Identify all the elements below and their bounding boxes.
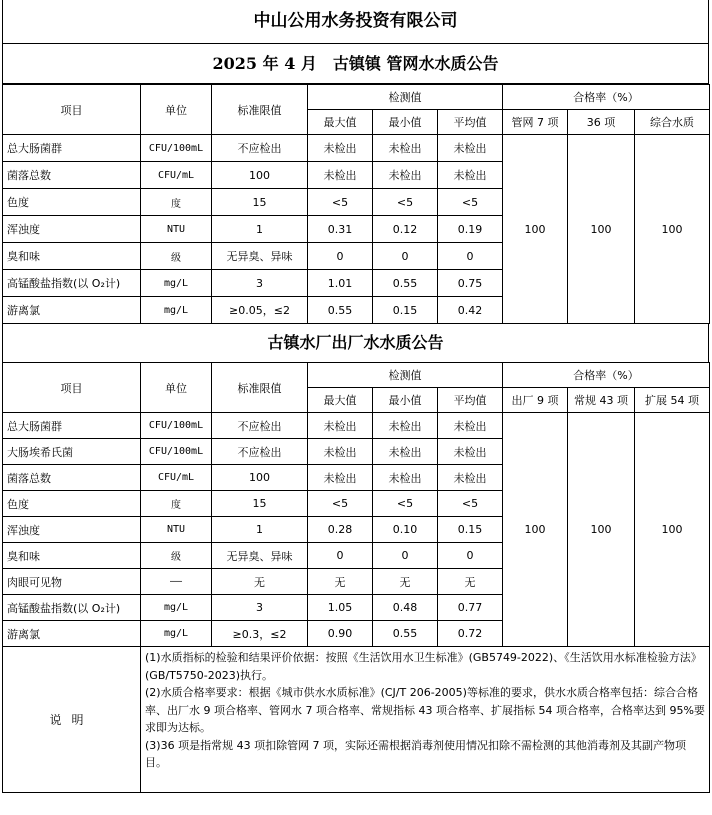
min-cell: 0.55	[373, 621, 438, 647]
limit-cell: 无	[212, 569, 308, 595]
avg-cell: 0.77	[438, 595, 503, 621]
header-max: 最大值	[308, 110, 373, 135]
avg-cell: 0.75	[438, 270, 503, 297]
min-cell: 0.15	[373, 297, 438, 324]
header-avg: 平均值	[438, 388, 503, 413]
limit-cell: 100	[212, 465, 308, 491]
section2-title: 古镇水厂出厂水水质公告	[267, 333, 444, 352]
item-cell: 浑浊度	[3, 517, 141, 543]
water-quality-notice	[2, 0, 709, 793]
avg-cell: 0.42	[438, 297, 503, 324]
pass-rate-value: 100	[503, 135, 568, 324]
header-row	[3, 85, 710, 110]
unit-cell: NTU	[141, 216, 212, 243]
min-cell: 0	[373, 543, 438, 569]
note-line-3: (3)36 项是指常规 43 项扣除管网 7 项，实际还需根据消毒剂使用情况扣除不需检测的其他消毒剂及其副产物项目。	[145, 738, 687, 769]
max-cell: 未检出	[308, 162, 373, 189]
item-cell: 游离氯	[3, 621, 141, 647]
avg-cell: 未检出	[438, 162, 503, 189]
header-row	[3, 363, 710, 388]
limit-cell: 不应检出	[212, 439, 308, 465]
unit-cell: 度	[141, 189, 212, 216]
min-cell: 未检出	[373, 413, 438, 439]
limit-cell: 无异臭、异味	[212, 243, 308, 270]
limit-cell: 不应检出	[212, 135, 308, 162]
min-cell: 0	[373, 243, 438, 270]
notes-label-cell	[3, 647, 141, 793]
min-cell: 0.55	[373, 270, 438, 297]
header-max: 最大值	[308, 388, 373, 413]
limit-cell: 1	[212, 216, 308, 243]
limit-cell: 15	[212, 189, 308, 216]
header-frame	[2, 0, 709, 84]
header-item: 项目	[3, 85, 141, 135]
item-cell: 高锰酸盐指数(以 O₂计)	[3, 595, 141, 621]
unit-cell: 级	[141, 243, 212, 270]
max-cell: 未检出	[308, 465, 373, 491]
unit-cell: CFU/100mL	[141, 413, 212, 439]
min-cell: 未检出	[373, 465, 438, 491]
max-cell: 未检出	[308, 413, 373, 439]
item-cell: 色度	[3, 189, 141, 216]
rate-header: 管网 7 项	[503, 110, 568, 135]
header-limit: 标准限值	[212, 85, 308, 135]
max-cell: 1.05	[308, 595, 373, 621]
header-detect: 检测值	[308, 363, 503, 388]
min-cell: 0.10	[373, 517, 438, 543]
note-line-1: (1)水质指标的检验和结果评价依据：按照《生活饮用水卫生标准》(GB5749-2022)、《生活饮用水标准检验方法》(GB/T5750-2023)执行。	[145, 651, 702, 682]
max-cell: 1.01	[308, 270, 373, 297]
item-cell: 总大肠菌群	[3, 413, 141, 439]
header-detect: 检测值	[308, 85, 503, 110]
header-item: 项目	[3, 363, 141, 413]
item-cell: 色度	[3, 491, 141, 517]
unit-cell: mg/L	[141, 595, 212, 621]
max-cell: <5	[308, 189, 373, 216]
max-cell: <5	[308, 491, 373, 517]
avg-cell: 未检出	[438, 465, 503, 491]
avg-cell: <5	[438, 491, 503, 517]
limit-cell: 100	[212, 162, 308, 189]
pass-rate-value: 100	[635, 413, 710, 647]
pass-rate-value: 100	[503, 413, 568, 647]
min-cell: <5	[373, 189, 438, 216]
notes-body	[141, 647, 710, 793]
max-cell: 0.31	[308, 216, 373, 243]
rate-header: 扩展 54 项	[635, 388, 710, 413]
rate-header: 综合水质	[635, 110, 710, 135]
item-cell: 臭和味	[3, 243, 141, 270]
table-row	[3, 413, 710, 439]
report-title: 2025 年 4 月 古镇镇 管网水水质公告	[3, 44, 708, 84]
avg-cell: 0.72	[438, 621, 503, 647]
item-cell: 大肠埃希氏菌	[3, 439, 141, 465]
pass-rate-value: 100	[568, 135, 635, 324]
rate-header: 36 项	[568, 110, 635, 135]
item-cell: 游离氯	[3, 297, 141, 324]
avg-cell: 0	[438, 243, 503, 270]
avg-cell: 无	[438, 569, 503, 595]
avg-cell: 未检出	[438, 439, 503, 465]
limit-cell: 3	[212, 595, 308, 621]
rate-header: 出厂 9 项	[503, 388, 568, 413]
limit-cell: 无异臭、异味	[212, 543, 308, 569]
limit-cell: 15	[212, 491, 308, 517]
header-pass-rate: 合格率（%）	[503, 85, 710, 110]
pass-rate-value: 100	[635, 135, 710, 324]
max-cell: 0.28	[308, 517, 373, 543]
header-pass-rate: 合格率（%）	[503, 363, 710, 388]
unit-cell: CFU/100mL	[141, 439, 212, 465]
unit-cell: NTU	[141, 517, 212, 543]
unit-cell: ——	[141, 569, 212, 595]
pipe-network-table	[2, 84, 710, 324]
max-cell: 未检出	[308, 135, 373, 162]
header-min: 最小值	[373, 110, 438, 135]
limit-cell: ≥0.3，≤2	[212, 621, 308, 647]
unit-cell: mg/L	[141, 270, 212, 297]
note-line-2: (2)水质合格率要求：根据《城市供水水质标准》(CJ/T 206-2005)等标准的要求，供水水质合格率包括：综合合格率、出厂水 9 项合格率、管网水 7 项合格率、常规指标 43 项合格率、扩展指标 54 项合格率，合格率达到 95%要求即为达标。	[145, 686, 705, 734]
min-cell: 无	[373, 569, 438, 595]
unit-cell: 级	[141, 543, 212, 569]
avg-cell: 0.19	[438, 216, 503, 243]
header-min: 最小值	[373, 388, 438, 413]
max-cell: 未检出	[308, 439, 373, 465]
unit-cell: CFU/mL	[141, 162, 212, 189]
unit-cell: CFU/100mL	[141, 135, 212, 162]
unit-cell: CFU/mL	[141, 465, 212, 491]
item-cell: 菌落总数	[3, 162, 141, 189]
plant-outlet-table	[2, 362, 710, 793]
header-unit: 单位	[141, 85, 212, 135]
min-cell: 未检出	[373, 439, 438, 465]
item-cell: 浑浊度	[3, 216, 141, 243]
notes-section	[3, 647, 710, 793]
max-cell: 0	[308, 243, 373, 270]
max-cell: 0	[308, 543, 373, 569]
limit-cell: ≥0.05，≤2	[212, 297, 308, 324]
company-title: 中山公用水务投资有限公司	[3, 0, 708, 44]
limit-cell: 1	[212, 517, 308, 543]
limit-cell: 3	[212, 270, 308, 297]
max-cell: 0.55	[308, 297, 373, 324]
avg-cell: 0.15	[438, 517, 503, 543]
min-cell: 0.48	[373, 595, 438, 621]
table-row	[3, 135, 710, 162]
section2-frame	[2, 324, 709, 362]
min-cell: 0.12	[373, 216, 438, 243]
unit-cell: 度	[141, 491, 212, 517]
max-cell: 无	[308, 569, 373, 595]
avg-cell: 0	[438, 543, 503, 569]
rate-header: 常规 43 项	[568, 388, 635, 413]
avg-cell: 未检出	[438, 413, 503, 439]
min-cell: 未检出	[373, 135, 438, 162]
item-cell: 臭和味	[3, 543, 141, 569]
item-cell: 总大肠菌群	[3, 135, 141, 162]
limit-cell: 不应检出	[212, 413, 308, 439]
notes-label: 说明	[49, 713, 94, 727]
pass-rate-value: 100	[568, 413, 635, 647]
item-cell: 高锰酸盐指数(以 O₂计)	[3, 270, 141, 297]
header-avg: 平均值	[438, 110, 503, 135]
item-cell: 菌落总数	[3, 465, 141, 491]
max-cell: 0.90	[308, 621, 373, 647]
unit-cell: mg/L	[141, 621, 212, 647]
unit-cell: mg/L	[141, 297, 212, 324]
min-cell: <5	[373, 491, 438, 517]
header-limit: 标准限值	[212, 363, 308, 413]
item-cell: 肉眼可见物	[3, 569, 141, 595]
avg-cell: 未检出	[438, 135, 503, 162]
min-cell: 未检出	[373, 162, 438, 189]
avg-cell: <5	[438, 189, 503, 216]
header-unit: 单位	[141, 363, 212, 413]
